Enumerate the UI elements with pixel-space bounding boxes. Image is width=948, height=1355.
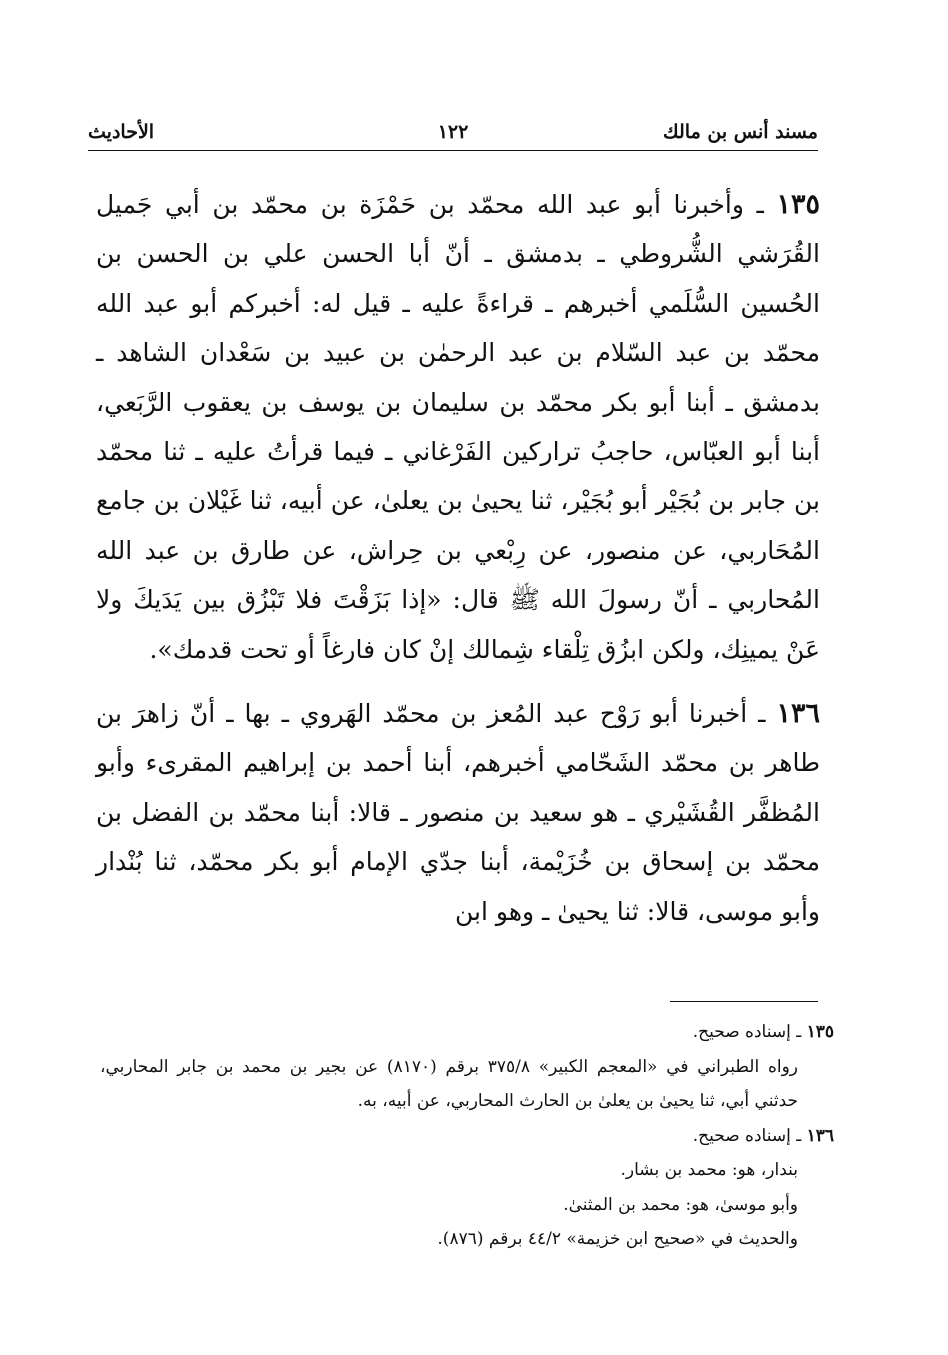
- footnote-136-line: بندار، هو: محمد بن بشار.: [620, 1160, 798, 1180]
- hadith-135: [96, 180, 820, 674]
- page-number: ١٢٢: [437, 121, 469, 143]
- main-text: [96, 180, 820, 936]
- footnote-136-line: وأبو موسىٰ، هو: محمد بن المثنىٰ.: [563, 1194, 798, 1215]
- footnote-head-text: ـ إسناده صحيح.: [692, 1125, 802, 1146]
- hadith-text: ـ وأخبرنا أبو عبد الله محمّد بن حَمْزَة بن محمّد بن أبي جَميل القُرَشي الشُّروطي ـ بدمشق ـ أنّ أبا الحسن علي بن الحسن بن الحُسين السُّلَمي أخبرهم ـ قراءةً عليه ـ قيل له: أخبركم أبو عبد الله محمّد بن عبد السّلام بن عبد الرحمٰن بن عبيد بن سَعْدان الشاهد ـ بدمشق ـ أبنا أبو بكر محمّد بن سليمان بن يوسف بن يعقوب الرَّبَعي، أبنا أبو العبّاس، حاجبُ تراركين الفَرْغاني ـ فيما قرأتُ عليه ـ ثنا محمّد بن جابر بن بُجَيْر أبو بُجَيْر، ثنا يحيىٰ بن يعلىٰ، عن أبيه، ثنا غَيْلان بن جامع المُحَاربي، عن منصور، عن رِبْعي بن حِراش، عن طارق بن عبد الله المُحاربي ـ أنّ رسولَ الله ﷺ قال: «إذا بَزَقْتَ فلا تَبْزُق بين يَدَيكَ ولا عَنْ يمينِك، ولكن ابزُق تِلْقاء شِمالك إنْ كان فارغاً أو تحت قدمك».: [96, 190, 820, 664]
- header-divider: [88, 150, 818, 151]
- page-header: [88, 115, 818, 149]
- footnotes: [100, 1015, 834, 1257]
- section-title: الأحاديث: [88, 121, 155, 143]
- footnote-136-line: والحديث في «صحيح ابن خزيمة» ٤٤/٢ برقم (٨٧٦).: [437, 1229, 798, 1249]
- footnote-number: ١٣٦: [806, 1125, 834, 1146]
- footnote-number: ١٣٥: [806, 1022, 834, 1042]
- footnote-136-head: [100, 1119, 834, 1154]
- footnote-head-text: ـ إسناده صحيح.: [692, 1022, 802, 1042]
- footnote-135-head: [100, 1015, 834, 1050]
- hadith-number: ١٣٦: [776, 698, 820, 730]
- footnote-135-body: رواه الطبراني في «المعجم الكبير» ٣٧٥/٨ برقم (٨١٧٠) عن بجير بن محمد بن جابر المحاربي، حدثني أبي، ثنا يحيىٰ بن يعلىٰ بن الحارث المحاربي، عن أبيه، به.: [100, 1056, 798, 1111]
- footnote-divider: [670, 1001, 818, 1002]
- hadith-136: [96, 689, 820, 936]
- book-title: مسند أنس بن مالك: [663, 121, 818, 143]
- hadith-number: ١٣٥: [776, 189, 820, 220]
- hadith-text: ـ أخبرنا أبو رَوْح عبد المُعز بن محمّد الهَروي ـ بها ـ أنّ زاهرَ بن طاهر بن محمّد الشَحّامي أخبرهم، أبنا أحمد بن إبراهيم المقرىء وأبو المُظفَّر القُشَيْري ـ هو سعيد بن منصور ـ قالا: أبنا محمّد بن الفضل بن محمّد بن إسحاق بن خُزَيْمة، أبنا جدّي الإمام أبو بكر محمّد، ثنا بُنْدار وأبو موسى، قالا: ثنا يحيىٰ ـ وهو ابن: [96, 699, 820, 926]
